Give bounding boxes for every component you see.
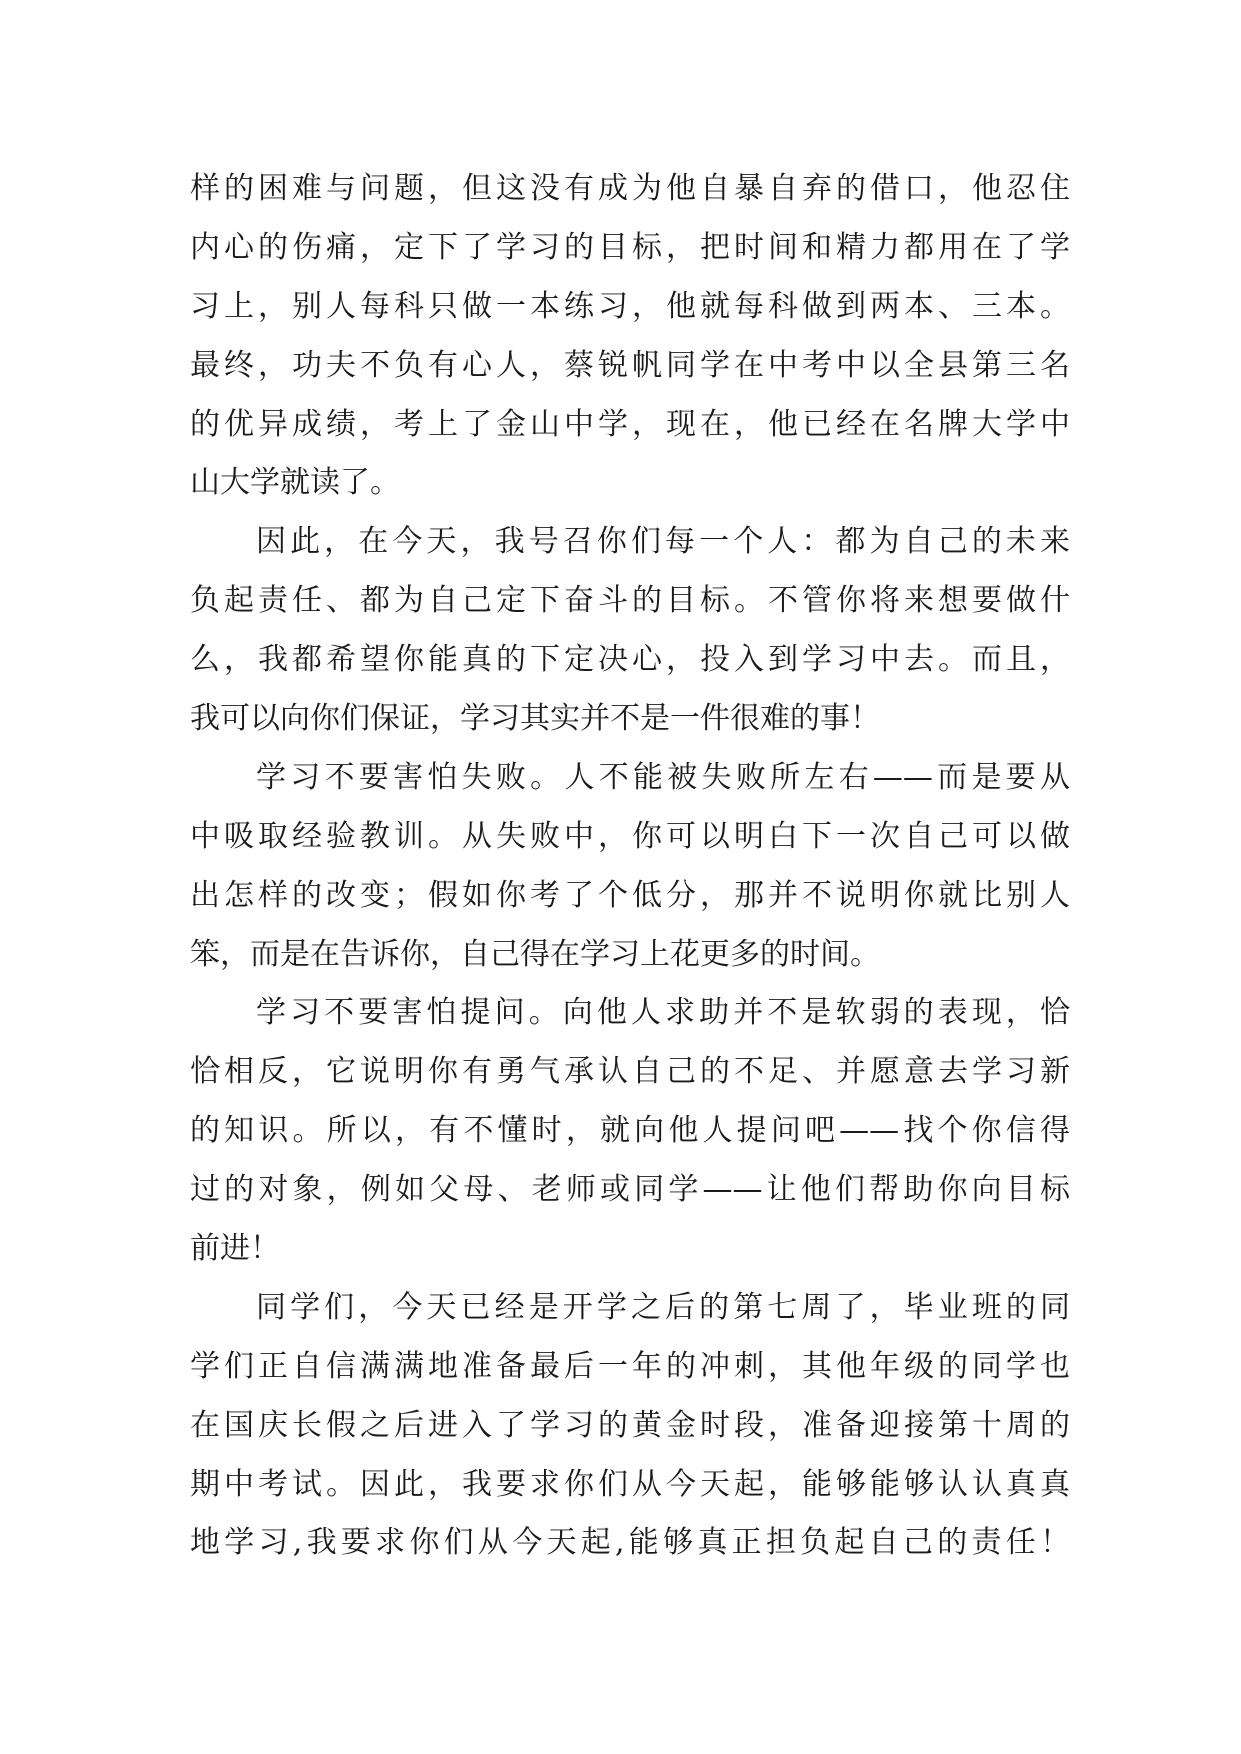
text-line: 山大学就读了。 xyxy=(190,465,400,501)
text-line: 前进！ xyxy=(190,1231,280,1267)
text-line: 地学习,我要求你们从今天起,能够真正担负起自己的责任！ xyxy=(190,1525,1070,1561)
text-line: 我可以向你们保证，学习其实并不是一件很难的事！ xyxy=(190,701,880,737)
text-line: 么，我都希望你能真的下定决心，投入到学习中去。而且， xyxy=(190,642,1070,678)
text-line: 内心的伤痛，定下了学习的目标，把时间和精力都用在了学 xyxy=(190,229,1070,265)
text-line: 习上，别人每科只做一本练习，他就每科做到两本、三本。 xyxy=(190,288,1070,324)
text-line: 学习不要害怕提问。向他人求助并不是软弱的表现，恰 xyxy=(256,995,1070,1031)
text-line: 中吸取经验教训。从失败中，你可以明白下一次自己可以做 xyxy=(190,818,1070,854)
text-line: 的知识。所以，有不懂时，就向他人提问吧——找个你信得 xyxy=(190,1113,1070,1149)
text-line: 过的对象，例如父母、老师或同学——让他们帮助你向目标 xyxy=(190,1172,1070,1208)
text-line: 因此，在今天，我号召你们每一个人：都为自己的未来 xyxy=(256,524,1070,560)
text-line: 学习不要害怕失败。人不能被失败所左右——而是要从 xyxy=(256,759,1070,795)
text-line: 同学们，今天已经是开学之后的第七周了，毕业班的同 xyxy=(256,1289,1070,1325)
text-line: 出怎样的改变；假如你考了个低分，那并不说明你就比别人 xyxy=(190,877,1070,913)
text-line: 笨，而是在告诉你，自己得在学习上花更多的时间。 xyxy=(190,936,880,972)
text-line: 学们正自信满满地准备最后一年的冲刺，其他年级的同学也 xyxy=(190,1348,1070,1384)
text-line: 期中考试。因此，我要求你们从今天起，能够能够认认真真 xyxy=(190,1466,1070,1502)
text-line: 最终，功夫不负有心人，蔡锐帆同学在中考中以全县第三名 xyxy=(190,347,1070,383)
text-line: 的优异成绩，考上了金山中学，现在，他已经在名牌大学中 xyxy=(190,406,1070,442)
text-line: 样的困难与问题，但这没有成为他自暴自弃的借口，他忍住 xyxy=(190,171,1070,206)
text-line: 负起责任、都为自己定下奋斗的目标。不管你将来想要做什 xyxy=(190,583,1070,619)
body-text xyxy=(190,160,1070,1573)
text-line: 恰相反，它说明你有勇气承认自己的不足、并愿意去学习新 xyxy=(190,1054,1070,1090)
text-line: 在国庆长假之后进入了学习的黄金时段，准备迎接第十周的 xyxy=(190,1407,1070,1443)
